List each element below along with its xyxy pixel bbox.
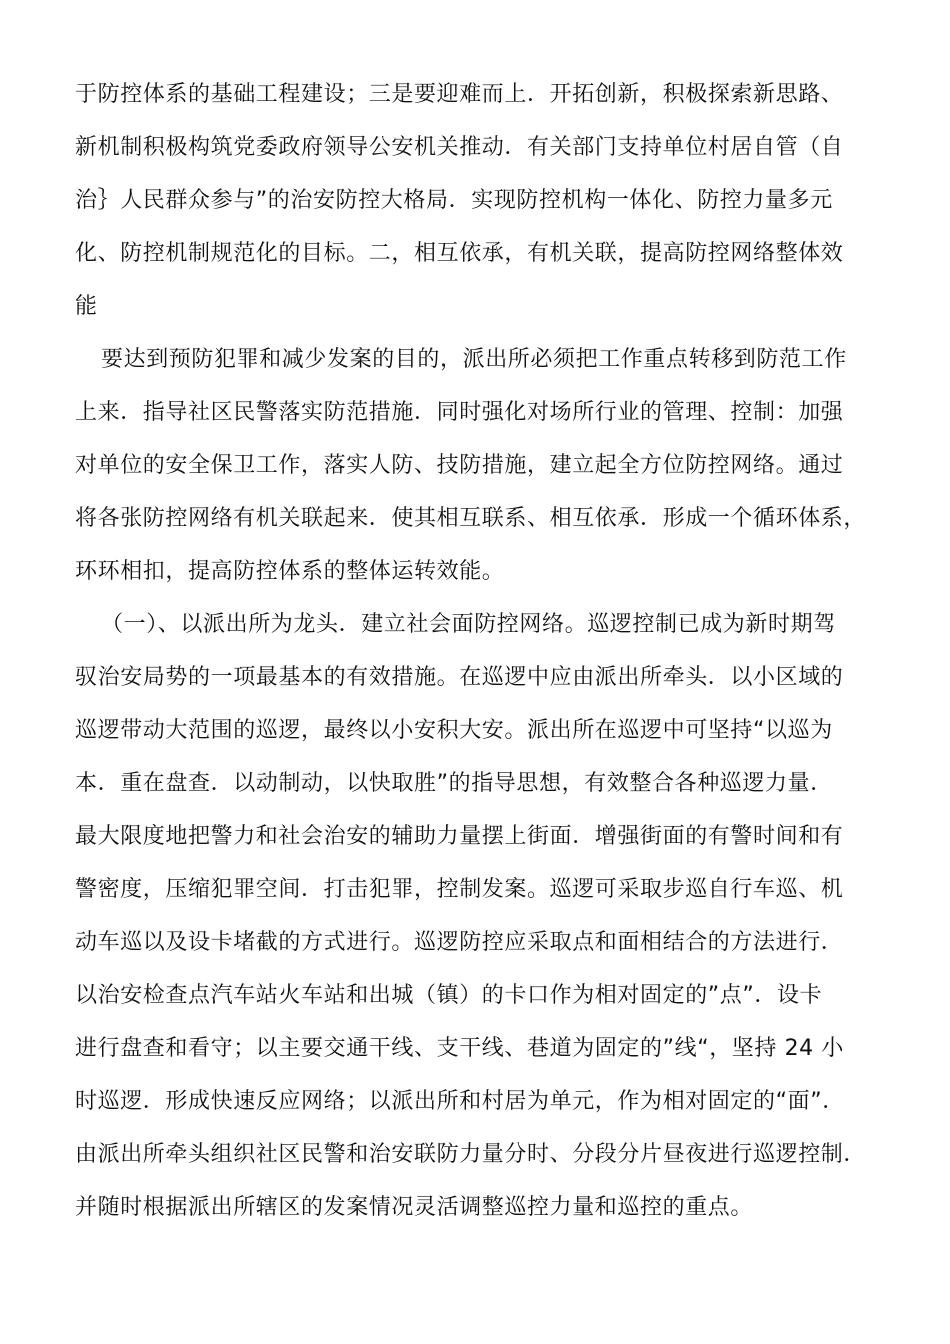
text-line: 能 [75,294,98,319]
text-line: 以治安检查点汽车站火车站和出城（镇）的卡口作为相对固定的”点”．设卡 [75,983,823,1008]
text-line: 于防控体系的基础工程建设；三是要迎难而上．开拓创新，积极探索新思路、 [75,82,844,107]
text-line: 动车巡以及设卡堵截的方式进行。巡逻防控应采取点和面相结合的方法进行． [75,930,844,955]
text-line: 环环相扣，提高防控体系的整体运转效能。 [75,559,505,584]
text-line: 时巡逻．形成快速反应网络；以派出所和村居为单元，作为相对固定的“面”． [75,1089,845,1114]
text-line: 将各张防控网络有机关联起来．使其相互联系、相互依承．形成一个循环体系， [75,506,867,531]
text-line: 警密度，压缩犯罪空间．打击犯罪，控制发案。巡逻可采取步巡自行车巡、机 [75,877,844,902]
text-line: 对单位的安全保卫工作，落实人防、技防措施，建立起全方位防控网络。通过 [75,453,844,478]
text-line: 化、防控机制规范化的目标。二，相互依承，有机关联，提高防控网络整体效 [75,241,844,266]
paragraph-first-line: （一）、以派出所为龙头．建立社会面防控网络。巡逻控制已成为新时期驾 [101,612,836,637]
text-line: 进行盘查和看守；以主要交通干线、支干线、巷道为固定的”线“，坚持 24 小 [75,1036,844,1061]
text-line: 新机制积极构筑党委政府领导公安机关推动．有关部门支持单位村居自管（自 [75,135,844,160]
text-line: 由派出所牵头组织社区民警和治安联防力量分时、分段分片昼夜进行巡逻控制． [75,1142,867,1167]
text-line: 最大限度地把警力和社会治安的辅助力量摆上街面．增强街面的有警时间和有 [75,824,844,849]
paragraph-first-line: 要达到预防犯罪和减少发案的目的，派出所必须把工作重点转移到防范工作 [101,347,847,372]
text-line: 治｝人民群众参与”的治安防控大格局．实现防控机构一体化、防控力量多元 [75,188,833,213]
text-line: 上来．指导社区民警落实防范措施．同时强化对场所行业的管理、控制：加强 [75,400,844,425]
text-line: 本．重在盘查．以动制动，以快取胜”的指导思想，有效整合各种巡逻力量． [75,771,833,796]
text-line: 驭治安局势的一项最基本的有效措施。在巡逻中应由派出所牵头．以小区域的 [75,665,844,690]
text-line: 并随时根据派出所辖区的发案情况灵活调整巡控力量和巡控的重点。 [75,1195,754,1220]
text-line: 巡逻带动大范围的巡逻，最终以小安积大安。派出所在巡逻中可坚持“以巡为 [75,718,833,743]
